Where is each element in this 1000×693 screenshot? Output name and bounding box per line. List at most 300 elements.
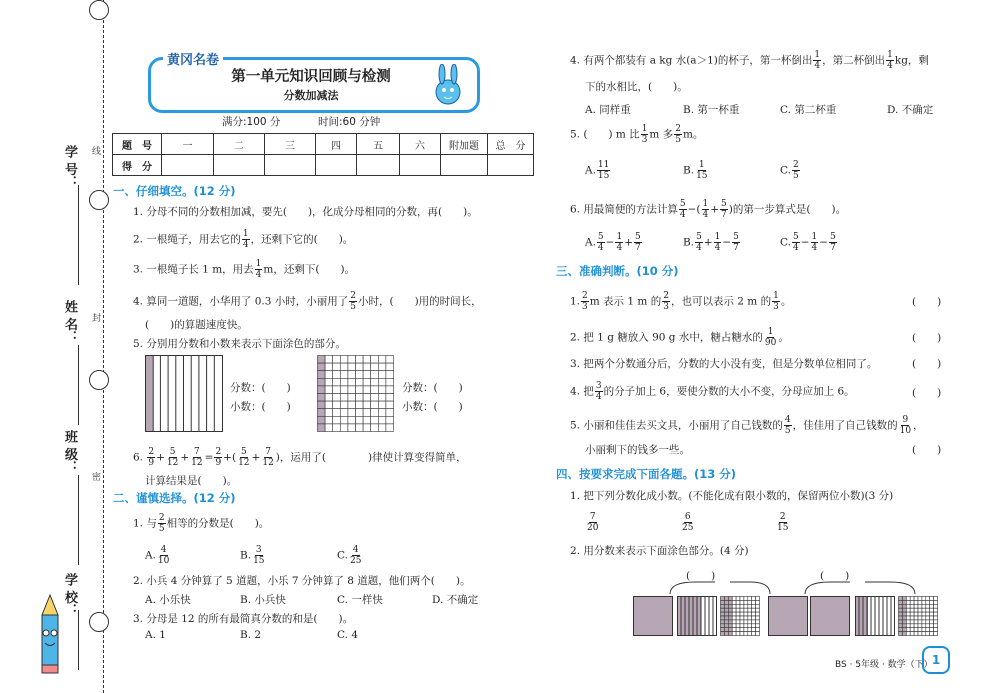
grid-cell bbox=[934, 624, 938, 628]
s1-q1: 1. 分母不同的分数相加减，要先( )，化成分母相同的分数，再( )。 bbox=[133, 206, 478, 218]
grid-cell bbox=[371, 386, 379, 394]
grid-cell bbox=[318, 363, 326, 371]
s4-q1-fraction-b bbox=[680, 512, 695, 533]
score-cell[interactable] bbox=[357, 155, 400, 176]
grid-cell bbox=[918, 624, 922, 628]
option-letter: A. bbox=[585, 164, 596, 177]
grid-cell bbox=[899, 604, 903, 608]
grid-cell bbox=[926, 600, 930, 604]
fraction: $\frac{3}{4}$ bbox=[595, 381, 602, 402]
s2-q5-text-b: m 多 bbox=[649, 128, 674, 141]
grid-cell bbox=[333, 371, 341, 379]
s1-q5-frac-answer-a[interactable]: 分数：( ) bbox=[230, 382, 291, 394]
grid-cell bbox=[318, 394, 326, 402]
grid-cell bbox=[732, 624, 736, 628]
s4-q2-answer-b[interactable]: ( ) bbox=[820, 570, 850, 582]
grid-cell bbox=[348, 356, 356, 364]
grid-cell bbox=[926, 616, 930, 620]
grid-cell bbox=[740, 624, 744, 628]
fraction: $\frac{4}{25}$ bbox=[350, 545, 362, 566]
grid-cell bbox=[899, 612, 903, 616]
grid-cell bbox=[744, 597, 748, 601]
grid-cell bbox=[899, 608, 903, 612]
grid-cell bbox=[910, 620, 914, 624]
grid-cell bbox=[902, 632, 906, 636]
hundredths-figure bbox=[317, 355, 395, 432]
name-line[interactable] bbox=[78, 345, 79, 425]
s2-q1-option-b[interactable] bbox=[240, 545, 267, 566]
full-score-info: 满分:100 分 bbox=[222, 116, 281, 128]
s2-q4-option-c[interactable]: C. 第二杯重 bbox=[780, 104, 837, 116]
s3-q2 bbox=[570, 327, 789, 348]
grid-cell bbox=[736, 620, 740, 624]
fraction: $\frac{4}{10}$ bbox=[157, 545, 170, 566]
grid-cell bbox=[926, 597, 930, 601]
shaded-grid-figure-a bbox=[720, 596, 760, 636]
shaded-strips-figure bbox=[677, 596, 717, 636]
grid-cell bbox=[333, 386, 341, 394]
option-letter: A. bbox=[585, 236, 596, 249]
grid-cell bbox=[752, 616, 756, 620]
s1-q4-text-a: 4. 算同一道题，小华用了 0.3 小时，小丽用了 bbox=[133, 295, 349, 308]
pencil-mascot-icon bbox=[30, 593, 70, 688]
grid-cell bbox=[340, 356, 348, 364]
s4-q2: 2. 用分数来表示下面涂色部分。(4 分) bbox=[570, 545, 749, 557]
s2-q6-option-c[interactable]: C. $\frac{5}{4}$ − $\frac{1}{4}$ − $\frac{5}{7}$ bbox=[780, 232, 836, 253]
grid-cell bbox=[732, 628, 736, 632]
grid-cell bbox=[363, 356, 371, 364]
grid-cell bbox=[926, 612, 930, 616]
s2-q1-option-c[interactable] bbox=[337, 545, 363, 566]
fraction: $\frac{2}{15}$ bbox=[777, 512, 789, 533]
page-subtitle: 分数加减法 bbox=[283, 89, 339, 102]
grid-cell bbox=[918, 628, 922, 632]
s1-q5: 5. 分别用分数和小数来表示下面涂色的部分。 bbox=[133, 338, 346, 350]
grid-cell bbox=[724, 628, 728, 632]
grid-cell bbox=[386, 363, 394, 371]
grid-cell bbox=[318, 416, 326, 424]
grid-cell bbox=[926, 604, 930, 608]
grid-cell bbox=[922, 600, 926, 604]
footer-text: BS · 5年级 · 数学（下） bbox=[835, 660, 933, 670]
s3-q5-answer[interactable]: ( ) bbox=[912, 444, 942, 456]
s2-q4-option-a[interactable]: A. 同样重 bbox=[585, 104, 631, 116]
grid-cell bbox=[386, 409, 394, 417]
binding-dashed-line bbox=[103, 0, 104, 693]
fraction: $\frac{7}{12}$ bbox=[262, 447, 274, 468]
grid-cell bbox=[740, 612, 744, 616]
s2-q4-text-b: ，第二杯倒出 bbox=[822, 54, 886, 67]
s3-q3-answer[interactable]: ( ) bbox=[912, 358, 942, 370]
s2-q6-option-a[interactable]: A. $\frac{5}{4}$ − $\frac{1}{4}$ + $\frac{5}{7}$ bbox=[585, 232, 641, 253]
grid-cell bbox=[899, 628, 903, 632]
grid-cell bbox=[333, 356, 341, 364]
option-letter: B. bbox=[683, 164, 695, 177]
grid-cell bbox=[934, 612, 938, 616]
fraction: $\frac{1}{4}$ bbox=[702, 199, 709, 220]
school-line[interactable] bbox=[78, 610, 79, 670]
s3-q1-text-a: 1. bbox=[570, 295, 581, 308]
s3-q2-answer[interactable]: ( ) bbox=[912, 332, 942, 344]
class-label: 班 级： bbox=[62, 430, 77, 474]
grid-cell bbox=[744, 624, 748, 628]
grid-cell bbox=[926, 608, 930, 612]
grid-cell bbox=[930, 608, 934, 612]
grid-cell bbox=[348, 394, 356, 402]
grid-cell bbox=[728, 628, 732, 632]
grid-cell bbox=[721, 624, 725, 628]
s3-q2-text-b: 。 bbox=[778, 331, 789, 344]
grid-cell bbox=[736, 632, 740, 636]
s2-q3-option-b[interactable]: B. 2 bbox=[240, 629, 262, 641]
fraction: $\frac{2}{5}$ bbox=[350, 291, 356, 312]
grid-cell bbox=[902, 604, 906, 608]
s3-q1-text-c: ，也可以表示 2 m 的 bbox=[670, 295, 772, 308]
table-cell: 四 bbox=[316, 134, 357, 155]
grid-cell bbox=[386, 356, 394, 364]
grid-cell bbox=[752, 620, 756, 624]
grid-cell bbox=[356, 371, 364, 379]
grid-cell bbox=[934, 604, 938, 608]
grid-cell bbox=[732, 612, 736, 616]
student-id-line[interactable] bbox=[78, 185, 79, 285]
section4-title: 四、按要求完成下面各题。(13 分) bbox=[556, 467, 737, 481]
grid-cell bbox=[371, 394, 379, 402]
grid-cell bbox=[348, 416, 356, 424]
s3-q4-text-b: 的分子加上 6，要使分数的大小不变，分母应加上 6。 bbox=[603, 385, 855, 398]
grid-cell bbox=[325, 409, 333, 417]
table-cell: 题 号 bbox=[113, 134, 162, 155]
grid-cell bbox=[325, 394, 333, 402]
fraction: $\frac{2}{5}$ bbox=[793, 160, 799, 181]
grid-cell bbox=[378, 371, 386, 379]
grid-cell bbox=[318, 386, 326, 394]
grid-cell bbox=[348, 409, 356, 417]
fraction: $\frac{11}{15}$ bbox=[597, 160, 610, 181]
grid-cell bbox=[918, 616, 922, 620]
grid-cell bbox=[363, 378, 371, 386]
fraction: $\frac{5}{7}$ bbox=[721, 199, 727, 220]
grid-cell bbox=[340, 409, 348, 417]
s3-q1-text-b: m 表示 1 m 的 bbox=[589, 295, 662, 308]
grid-cell bbox=[752, 632, 756, 636]
fraction: $\frac{1}{90}$ bbox=[764, 327, 777, 348]
grid-cell bbox=[918, 600, 922, 604]
grid-cell bbox=[378, 394, 386, 402]
s3-q1-answer[interactable]: ( ) bbox=[912, 296, 942, 308]
fraction: $\frac{5}{7}$ bbox=[830, 232, 836, 253]
seal-char-line: 线 bbox=[92, 147, 102, 157]
fraction: $\frac{1}{4}$ bbox=[887, 50, 893, 71]
grid-cell bbox=[728, 600, 732, 604]
s3-q5-text-a: 5. 小丽和佳佳去买文具，小丽用了自己钱数的 bbox=[570, 419, 783, 432]
grid-cell bbox=[356, 409, 364, 417]
grid-cell bbox=[918, 632, 922, 636]
binding-hole bbox=[89, 370, 109, 390]
grid-cell bbox=[934, 616, 938, 620]
grid-cell bbox=[318, 378, 326, 386]
s2-q4-option-d[interactable]: D. 不确定 bbox=[887, 104, 934, 116]
s2-q2: 2. 小兵 4 分钟算了 5 道题，小乐 7 分钟算了 8 道题，他们两个( )。 bbox=[133, 575, 471, 587]
grid-cell bbox=[386, 386, 394, 394]
table-cell: 一 bbox=[162, 134, 214, 155]
grid-cell bbox=[333, 409, 341, 417]
score-cell[interactable] bbox=[400, 155, 441, 176]
grid-cell bbox=[914, 632, 918, 636]
grid-cell bbox=[756, 620, 760, 624]
score-table-header-row bbox=[113, 134, 534, 155]
fraction: $\frac{5}{7}$ bbox=[733, 232, 739, 253]
s3-q2-text-a: 2. 把 1 g 糖放入 90 g 水中，糖占糖水的 bbox=[570, 331, 763, 344]
s1-q6-text: ，运用了( )律使计算变得简单， bbox=[279, 451, 467, 464]
grid-cell bbox=[748, 597, 752, 601]
s1-q5-dec-answer-a[interactable]: 小数：( ) bbox=[230, 401, 291, 413]
grid-cell bbox=[736, 608, 740, 612]
grid-cell bbox=[740, 632, 744, 636]
grid-cell bbox=[918, 597, 922, 601]
grid-cell bbox=[910, 604, 914, 608]
grid-cell bbox=[906, 604, 910, 608]
grid-cell bbox=[363, 409, 371, 417]
grid-cell bbox=[914, 604, 918, 608]
grid-cell bbox=[756, 600, 760, 604]
grid-cell bbox=[899, 600, 903, 604]
grid-cell bbox=[356, 424, 364, 432]
fraction: $\frac{5}{4}$ bbox=[597, 232, 604, 253]
grid-cell bbox=[910, 600, 914, 604]
grid-cell bbox=[740, 600, 744, 604]
grid-cell bbox=[371, 378, 379, 386]
table-cell: 六 bbox=[400, 134, 441, 155]
grid-cell bbox=[386, 424, 394, 432]
option-letter: C. bbox=[780, 164, 791, 177]
grid-cell bbox=[922, 616, 926, 620]
grid-cell bbox=[906, 608, 910, 612]
grid-cell bbox=[348, 386, 356, 394]
grid-cell bbox=[378, 416, 386, 424]
grid-cell bbox=[371, 371, 379, 379]
option-letter: C. bbox=[780, 236, 791, 249]
grid-cell bbox=[363, 416, 371, 424]
grid-cell bbox=[333, 394, 341, 402]
grid-cell bbox=[934, 632, 938, 636]
fraction: $\frac{5}{7}$ bbox=[635, 232, 641, 253]
s4-q2-answer-a[interactable]: ( ) bbox=[686, 570, 716, 582]
s1-q2-text-b: ，还剩下它的( )。 bbox=[250, 233, 354, 246]
grid-cell bbox=[378, 378, 386, 386]
s1-q4-line2: ( )的算题速度快。 bbox=[145, 319, 248, 331]
grid-cell bbox=[371, 363, 379, 371]
s1-q5-frac-answer-b[interactable]: 分数：( ) bbox=[402, 382, 463, 394]
grid-cell bbox=[724, 612, 728, 616]
grid-cell bbox=[371, 356, 379, 364]
grid-cell bbox=[926, 628, 930, 632]
grid-cell bbox=[930, 616, 934, 620]
s2-q2-option-b[interactable]: B. 小兵快 bbox=[240, 594, 286, 606]
s2-q2-option-d[interactable]: D. 不确定 bbox=[432, 594, 479, 606]
grid-cell bbox=[325, 401, 333, 409]
grid-cell bbox=[340, 386, 348, 394]
grid-cell bbox=[748, 608, 752, 612]
grid-cell bbox=[756, 597, 760, 601]
grid-cell bbox=[906, 628, 910, 632]
s2-q3-option-c[interactable]: C. 4 bbox=[337, 629, 359, 641]
grid-cell bbox=[748, 632, 752, 636]
s2-q3-option-a[interactable]: A. 1 bbox=[145, 629, 166, 641]
grid-cell bbox=[752, 600, 756, 604]
fraction: $\frac{1}{3}$ bbox=[641, 124, 648, 145]
s2-q4-option-b[interactable]: B. 第一杯重 bbox=[683, 104, 740, 116]
grid-cell bbox=[910, 612, 914, 616]
grid-cell bbox=[899, 632, 903, 636]
grid-cell bbox=[721, 632, 725, 636]
s1-q6-line2: 计算结果是( )。 bbox=[145, 475, 238, 487]
shaded-grid-figure-b bbox=[898, 596, 938, 636]
grid-cell bbox=[930, 600, 934, 604]
grid-cell bbox=[363, 424, 371, 432]
grid-cell bbox=[902, 624, 906, 628]
grid-cell bbox=[378, 401, 386, 409]
grid-cell bbox=[906, 597, 910, 601]
grid-cell bbox=[356, 386, 364, 394]
grid-cell bbox=[922, 632, 926, 636]
grid-cell bbox=[748, 600, 752, 604]
grid-cell bbox=[340, 378, 348, 386]
grid-cell bbox=[340, 394, 348, 402]
s3-q5-line2: 小丽剩下的钱多一些。 bbox=[585, 444, 690, 456]
page-title: 第一单元知识回顾与检测 bbox=[231, 69, 391, 85]
s2-q5-option-a[interactable] bbox=[585, 160, 611, 181]
s3-q3: 3. 把两个分数通分后，分数的大小没有变，但是分数单位相同了。 bbox=[570, 358, 878, 370]
grid-cell bbox=[732, 632, 736, 636]
table-cell: 五 bbox=[357, 134, 400, 155]
s2-q1-option-a[interactable] bbox=[145, 545, 171, 566]
full-shaded-square-b bbox=[768, 596, 808, 636]
grid-cell bbox=[356, 363, 364, 371]
s2-q6-text-b: 的第一步算式是( )。 bbox=[732, 203, 847, 216]
grid-cell bbox=[728, 604, 732, 608]
grid-cell bbox=[918, 604, 922, 608]
s3-q4-answer[interactable]: ( ) bbox=[912, 387, 942, 399]
s1-q2-text-a: 2. 一根绳子，用去它的 bbox=[133, 233, 241, 246]
grid-cell bbox=[914, 612, 918, 616]
grid-cell bbox=[363, 394, 371, 402]
score-cell[interactable] bbox=[316, 155, 357, 176]
s2-q5 bbox=[570, 124, 703, 145]
grid-cell bbox=[740, 604, 744, 608]
grid-cell bbox=[371, 424, 379, 432]
s3-q5-text-b: ，佳佳用了自己钱数的 bbox=[792, 419, 898, 432]
score-cell[interactable] bbox=[265, 155, 316, 176]
score-cell[interactable] bbox=[214, 155, 265, 176]
grid-cell bbox=[333, 363, 341, 371]
s1-q3 bbox=[133, 259, 355, 280]
grid-cell bbox=[736, 616, 740, 620]
grid-cell bbox=[356, 394, 364, 402]
grid-cell bbox=[906, 620, 910, 624]
s2-q5-text-a: 5. ( ) m 比 bbox=[570, 128, 640, 141]
grid-cell bbox=[744, 620, 748, 624]
fraction: $\frac{1}{3}$ bbox=[773, 291, 779, 312]
grid-cell bbox=[732, 616, 736, 620]
s3-q4-text-a: 4. 把 bbox=[570, 385, 594, 398]
grid-cell bbox=[930, 620, 934, 624]
grid-cell bbox=[922, 597, 926, 601]
grid-cell bbox=[918, 612, 922, 616]
fraction: $\frac{1}{4}$ bbox=[616, 232, 623, 253]
s1-q6: 6. $\frac{2}{9}$ + $\frac{5}{12}$ + $\frac{7}{12}$ = $\frac{2}{9}$ +( $\frac{5}{12}$ + $\frac{7}{12}$ )，运用了( )律使计算变得简单， bbox=[133, 447, 467, 468]
grid-cell bbox=[318, 356, 326, 364]
grid-cell bbox=[930, 597, 934, 601]
s3-q1 bbox=[570, 291, 791, 312]
grid-cell bbox=[318, 371, 326, 379]
grid-cell bbox=[318, 409, 326, 417]
grid-cell bbox=[752, 624, 756, 628]
score-cell[interactable] bbox=[441, 155, 488, 176]
grid-cell bbox=[378, 386, 386, 394]
s2-q2-option-a[interactable]: A. 小乐快 bbox=[145, 594, 191, 606]
grid-cell bbox=[752, 604, 756, 608]
fraction: $\frac{2}{9}$ bbox=[148, 447, 155, 468]
grid-cell bbox=[926, 620, 930, 624]
s2-q4 bbox=[570, 50, 929, 71]
s2-q2-option-c[interactable]: C. 一样快 bbox=[337, 594, 383, 606]
grid-cell bbox=[348, 371, 356, 379]
grid-cell bbox=[728, 608, 732, 612]
grid-cell bbox=[378, 409, 386, 417]
grid-cell bbox=[744, 600, 748, 604]
grid-cell bbox=[732, 597, 736, 601]
grid-cell bbox=[748, 620, 752, 624]
class-line[interactable] bbox=[78, 475, 79, 565]
fraction: $\frac{1}{4}$ bbox=[811, 232, 818, 253]
option-letter: A. bbox=[145, 549, 156, 562]
grid-cell bbox=[721, 600, 725, 604]
s1-q5-dec-answer-b[interactable]: 小数：( ) bbox=[402, 401, 463, 413]
score-cell[interactable] bbox=[162, 155, 214, 176]
s4-q1: 1. 把下列分数化成小数。(不能化成有限小数的，保留两位小数)(3 分) bbox=[570, 490, 894, 502]
grid-cell bbox=[744, 612, 748, 616]
grid-cell bbox=[333, 401, 341, 409]
s2-q5-option-b[interactable] bbox=[683, 160, 710, 181]
grid-cell bbox=[333, 416, 341, 424]
grid-cell bbox=[728, 632, 732, 636]
fraction: $\frac{7}{20}$ bbox=[587, 512, 599, 533]
grid-cell bbox=[744, 604, 748, 608]
grid-cell bbox=[918, 608, 922, 612]
score-cell[interactable] bbox=[488, 155, 534, 176]
grid-cell bbox=[902, 628, 906, 632]
grid-cell bbox=[922, 604, 926, 608]
fraction: $\frac{5}{4}$ bbox=[696, 232, 702, 253]
s2-q6-option-b[interactable]: B. $\frac{5}{4}$ + $\frac{1}{4}$ − $\frac{5}{7}$ bbox=[683, 232, 739, 253]
grid-cell bbox=[918, 620, 922, 624]
grid-cell bbox=[721, 620, 725, 624]
grid-cell bbox=[348, 378, 356, 386]
s2-q5-option-c[interactable] bbox=[780, 160, 801, 181]
s2-q1-text-a: 1. 与 bbox=[133, 517, 157, 530]
grid-cell bbox=[721, 612, 725, 616]
grid-cell bbox=[386, 401, 394, 409]
grid-cell bbox=[363, 386, 371, 394]
grid-cell bbox=[906, 600, 910, 604]
grid-cell bbox=[914, 624, 918, 628]
grid-cell bbox=[752, 628, 756, 632]
grid-cell bbox=[348, 363, 356, 371]
grid-cell bbox=[930, 628, 934, 632]
grid-cell bbox=[728, 620, 732, 624]
grid-cell bbox=[744, 632, 748, 636]
